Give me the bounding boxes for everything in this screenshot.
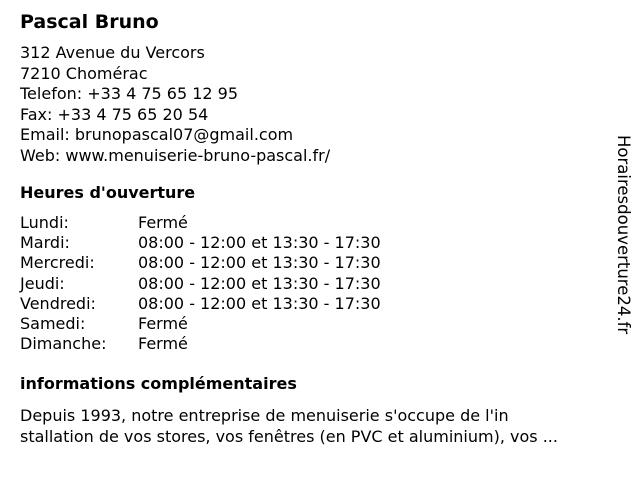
hours-value: Fermé: [138, 313, 188, 333]
description-line: Depuis 1993, notre entreprise de menuiserie s'occupe de l'in: [20, 406, 509, 425]
opening-hours-heading: Heures d'ouverture: [20, 183, 196, 202]
day-label: Mercredi:: [20, 253, 95, 273]
hours-value: 08:00 - 12:00 et 13:30 - 17:30: [138, 273, 381, 293]
hours-value: 08:00 - 12:00 et 13:30 - 17:30: [138, 293, 381, 313]
day-label: Lundi:: [20, 213, 69, 232]
fax-number: Fax: +33 4 75 65 20 54: [20, 104, 209, 124]
watermark-text: Horairesdouverture24.fr: [614, 135, 633, 335]
business-description: [20, 405, 620, 447]
additional-info-heading: informations complémentaires: [20, 374, 297, 393]
phone-number: Telefon: +33 4 75 65 12 95: [20, 84, 239, 103]
hours-value: Fermé: [138, 213, 188, 232]
email-address: Email: brunopascal07@gmail.com: [20, 125, 294, 144]
address-street: 312 Avenue du Vercors: [20, 43, 205, 62]
day-label: Samedi:: [20, 313, 86, 333]
website-url: Web: www.menuiserie-bruno-pascal.fr/: [20, 145, 331, 165]
hours-value: Fermé: [138, 334, 188, 354]
day-label: Vendredi:: [20, 293, 96, 313]
business-name: Pascal Bruno: [20, 11, 159, 33]
contact-block: [20, 43, 330, 166]
hours-value: 08:00 - 12:00 et 13:30 - 17:30: [138, 253, 381, 273]
address-city: 7210 Chomérac: [20, 63, 148, 83]
site-watermark: [612, 135, 634, 375]
hours-value: 08:00 - 12:00 et 13:30 - 17:30: [138, 233, 381, 253]
day-label: Dimanche:: [20, 334, 107, 354]
day-label: Mardi:: [20, 233, 70, 253]
day-label: Jeudi:: [20, 273, 65, 293]
description-line: stallation de vos stores, vos fenêtres (en PVC et aluminium), vos ...: [20, 427, 558, 446]
